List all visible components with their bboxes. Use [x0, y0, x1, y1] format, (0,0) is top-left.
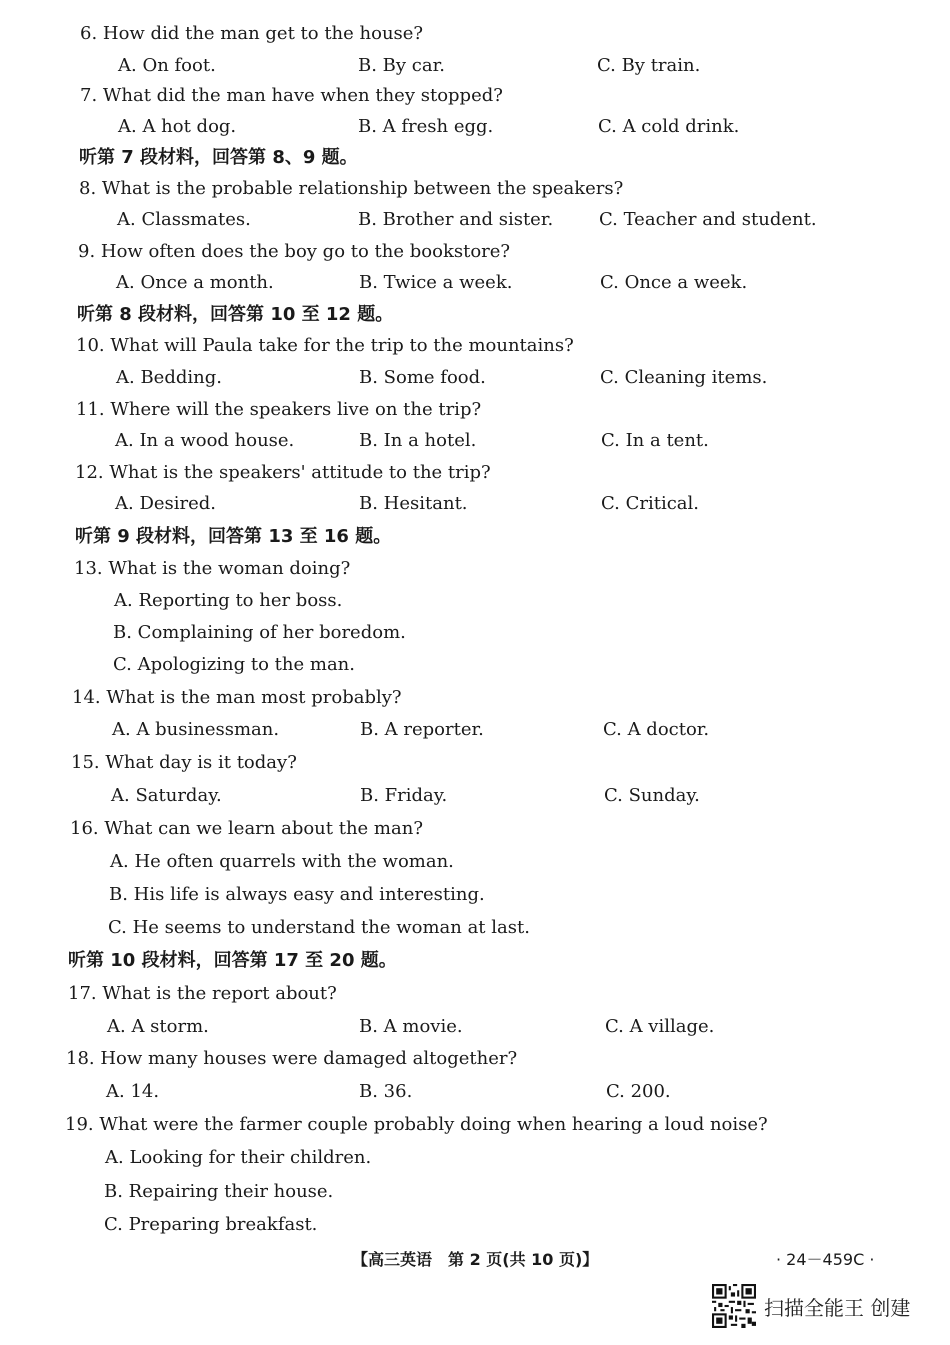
option-c: C. Cleaning items. [600, 367, 768, 388]
option-a: A. Classmates. [117, 209, 251, 230]
option-a: A. In a wood house. [115, 430, 295, 451]
option-c: C. Teacher and student. [599, 209, 817, 230]
option-c: C. Critical. [601, 493, 699, 514]
options-16-b [0, 879, 950, 911]
question-15 [0, 747, 950, 779]
option-c: C. A cold drink. [598, 116, 740, 137]
footer-title: 【高三英语 第 2 页(共 10 页)】 [352, 1250, 599, 1269]
option-a: A. Desired. [115, 493, 217, 514]
option-a: A. A storm. [107, 1016, 209, 1037]
option-c: C. Once a week. [600, 272, 748, 293]
question-text: 9. How often does the boy go to the bookstore? [78, 241, 511, 262]
question-text: 8. What is the probable relationship between the speakers? [79, 178, 624, 199]
options-18 [0, 1076, 950, 1108]
option-b: B. Brother and sister. [358, 209, 554, 230]
option-b: B. Twice a week. [359, 272, 513, 293]
option-b: B. 36. [359, 1081, 413, 1102]
question-10 [0, 330, 950, 362]
option-a: A. On foot. [118, 55, 216, 76]
section-heading-9 [0, 521, 950, 553]
section-label: 听第 7 段材料，回答第 8、9 题。 [79, 147, 358, 168]
question-text: 17. What is the report about? [68, 983, 337, 1004]
option-b: B. Complaining of her boredom. [113, 622, 406, 643]
option-b: B. Repairing their house. [104, 1181, 334, 1202]
options-19-b [0, 1176, 950, 1208]
option-b: B. Hesitant. [359, 493, 468, 514]
option-c: C. Sunday. [604, 785, 700, 806]
footer-code: · 24－459C · [776, 1250, 875, 1269]
option-a: A. A businessman. [112, 719, 280, 740]
section-label: 听第 10 段材料，回答第 17 至 20 题。 [68, 950, 397, 971]
option-c: C. Preparing breakfast. [104, 1214, 318, 1235]
options-7 [0, 111, 950, 143]
watermark-text: 扫描全能王 创建 [764, 1295, 911, 1320]
option-b: B. Friday. [360, 785, 448, 806]
option-c: C. He seems to understand the woman at last. [108, 917, 530, 938]
scanner-watermark [712, 1284, 910, 1328]
question-text: 10. What will Paula take for the trip to the mountains? [76, 335, 574, 356]
option-a: A. Bedding. [116, 367, 222, 388]
question-text: 19. What were the farmer couple probably doing when hearing a loud noise? [65, 1114, 768, 1135]
question-9 [0, 236, 950, 268]
question-text: 12. What is the speakers' attitude to the trip? [75, 462, 491, 483]
options-13-b [0, 617, 950, 649]
options-13-a [0, 585, 950, 617]
options-11 [0, 425, 950, 457]
option-c: C. A doctor. [603, 719, 710, 740]
options-13-c [0, 649, 950, 681]
section-heading-10 [0, 945, 950, 977]
question-6 [0, 18, 950, 50]
question-text: 13. What is the woman doing? [74, 558, 351, 579]
options-8 [0, 204, 950, 236]
option-b: B. In a hotel. [359, 430, 477, 451]
qr-code-icon [712, 1284, 756, 1328]
option-a: A. A hot dog. [118, 116, 237, 137]
options-16-a [0, 846, 950, 878]
section-heading-7 [0, 142, 950, 174]
option-b: B. A reporter. [360, 719, 484, 740]
option-a: A. Reporting to her boss. [114, 590, 343, 611]
option-a: A. Looking for their children. [105, 1147, 372, 1168]
question-12 [0, 457, 950, 489]
option-b: B. Some food. [359, 367, 486, 388]
question-13 [0, 553, 950, 585]
options-15 [0, 780, 950, 812]
question-11 [0, 394, 950, 426]
question-text: 16. What can we learn about the man? [70, 818, 423, 839]
option-c: C. By train. [597, 55, 701, 76]
option-a: A. He often quarrels with the woman. [110, 851, 454, 872]
question-7 [0, 80, 950, 112]
question-text: 6. How did the man get to the house? [80, 23, 424, 44]
question-17 [0, 978, 950, 1010]
options-10 [0, 362, 950, 394]
option-c: C. In a tent. [601, 430, 709, 451]
option-a: A. Once a month. [116, 272, 274, 293]
options-19-a [0, 1142, 950, 1174]
page-footer [0, 1245, 950, 1275]
question-text: 11. Where will the speakers live on the trip? [76, 399, 482, 420]
question-19 [0, 1109, 950, 1141]
option-b: B. A movie. [359, 1016, 463, 1037]
option-b: B. His life is always easy and interesting. [109, 884, 485, 905]
question-text: 15. What day is it today? [71, 752, 297, 773]
options-16-c [0, 912, 950, 944]
option-a: A. 14. [106, 1081, 160, 1102]
option-b: B. A fresh egg. [358, 116, 494, 137]
options-14 [0, 714, 950, 746]
question-14 [0, 682, 950, 714]
option-a: A. Saturday. [111, 785, 222, 806]
option-c: C. A village. [605, 1016, 715, 1037]
section-label: 听第 8 段材料，回答第 10 至 12 题。 [77, 304, 394, 325]
question-18 [0, 1043, 950, 1075]
options-9 [0, 267, 950, 299]
section-label: 听第 9 段材料，回答第 13 至 16 题。 [75, 526, 392, 547]
option-b: B. By car. [358, 55, 445, 76]
question-text: 18. How many houses were damaged altogether? [66, 1048, 518, 1069]
question-16 [0, 813, 950, 845]
options-19-c [0, 1209, 950, 1241]
options-17 [0, 1011, 950, 1043]
question-8 [0, 173, 950, 205]
section-heading-8 [0, 299, 950, 331]
option-c: C. Apologizing to the man. [113, 654, 355, 675]
question-text: 7. What did the man have when they stopped? [80, 85, 503, 106]
options-12 [0, 488, 950, 520]
options-6 [0, 50, 950, 82]
question-text: 14. What is the man most probably? [72, 687, 402, 708]
option-c: C. 200. [606, 1081, 671, 1102]
